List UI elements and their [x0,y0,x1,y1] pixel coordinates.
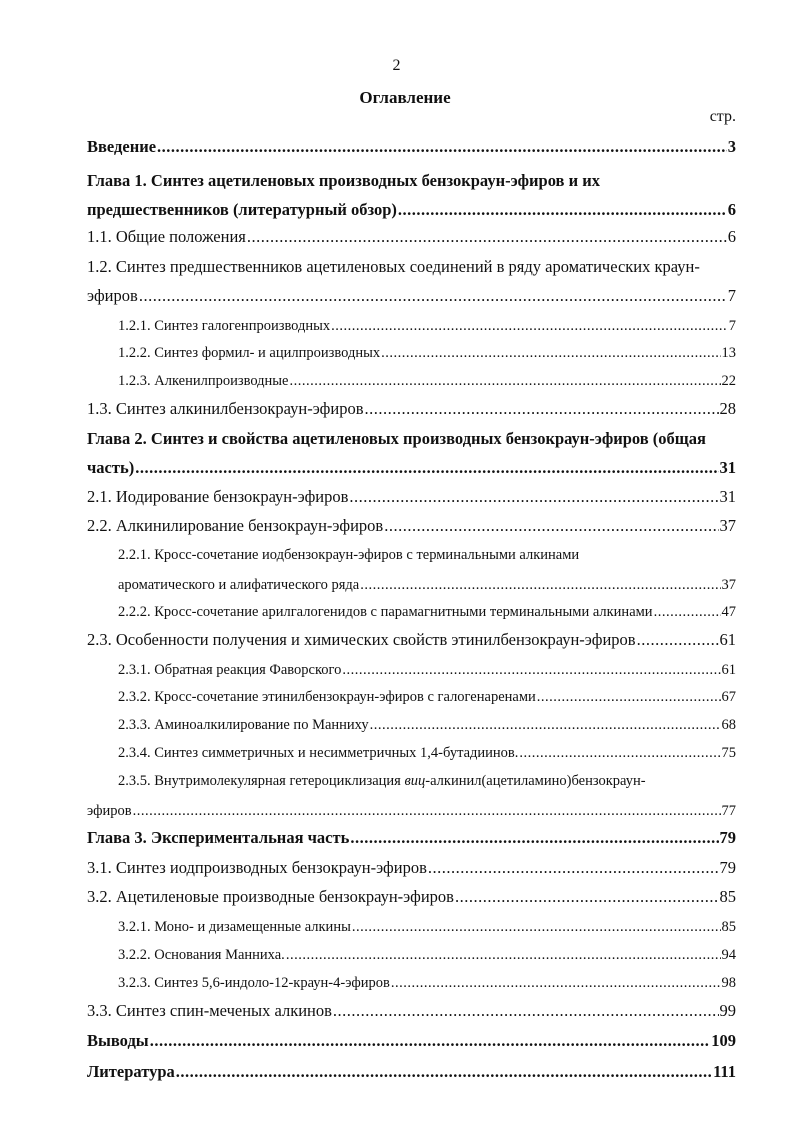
toc-entry-text: 1.3. Синтез алкинилбензокраун-эфиров [87,399,364,418]
toc-entry-intro [87,137,736,157]
toc-entry-page: 61 [719,630,736,649]
toc-entry-page: 94 [721,947,736,963]
toc-entry-2-3-3 [87,715,736,735]
toc-entry-3-1 [87,858,736,878]
toc-entry-text: 2.3.3. Аминоалкилирование по Манниху [118,717,369,733]
toc-entry-text: ароматического и алифатического ряда [118,577,360,593]
toc-entry-chapter-3 [87,828,736,848]
toc-entry-page: 68 [721,717,736,733]
toc-entry-page: 85 [721,919,736,935]
toc-entry-text: 2.3.2. Кросс-сочетание этинилбензокраун-эфиров с галогенаренами [118,689,536,705]
toc-entry-3-2 [87,887,736,907]
toc-entry-3-2-3 [87,973,736,993]
toc-entry-page: 109 [711,1031,736,1050]
toc-entry-text: 3.2. Ацетиленовые производные бензокраун-эфиров [87,887,454,906]
toc-entry-page: 67 [721,689,736,705]
toc-entry-2-3-5 [87,771,736,821]
page-number: 2 [392,57,401,74]
toc-entry-text: 2.2. Алкинилирование бензокраун-эфиров [87,516,384,535]
toc-entry-page: 37 [719,516,736,535]
toc-entry-2-2-2 [87,602,736,622]
toc-entry-page: 6 [727,200,736,219]
toc-entry-page: 99 [719,1001,736,1020]
toc-entry-2-3 [87,630,736,650]
toc-entry-text-line1: 2.3.5. Внутримолекулярная гетероциклизация виц-алкинил(ацетиламино)бензокраун- [118,773,646,789]
toc-entry-text: 2.1. Иодирование бензокраун-эфиров [87,487,349,506]
toc-entry-2-2-1 [87,545,736,595]
toc-entry-1-2-1 [87,316,736,336]
toc-entry-page: 31 [719,458,736,477]
toc-entry-2-3-2 [87,687,736,707]
toc-entry-text: 3.2.1. Моно- и дизамещенные алкины [118,919,351,935]
page-column-label: стр. [709,108,736,125]
toc-entry-text: часть) [87,458,135,477]
toc-entry-text: 3.3. Синтез спин-меченых алкинов [87,1001,332,1020]
toc-entry-chapter-1 [87,171,736,220]
toc-entry-page: 6 [727,227,736,246]
toc-entry-page: 7 [727,286,736,305]
toc-entry-page: 3 [727,137,736,156]
toc-entry-text: 1.2.1. Синтез галогенпроизводных [118,318,331,334]
toc-entry-text: 3.2.2. Основания Манниха. [118,947,285,963]
toc-entry-1-3 [87,399,736,419]
toc-entry-page: 85 [719,887,736,906]
toc-entry-text: эфиров [87,803,132,819]
toc-entry-page: 98 [721,975,736,991]
toc-entry-literature [87,1062,736,1082]
toc-entry-2-3-1 [87,660,736,680]
toc-entry-page: 37 [721,577,736,593]
toc-entry-page: 28 [719,399,736,418]
toc-entry-page: 61 [721,662,736,678]
toc-entry-text-line1: 1.2. Синтез предшественников ацетиленовых соединений в ряду ароматических краун- [87,257,700,276]
toc-entry-page: 47 [721,604,736,620]
toc-entry-text: эфиров [87,286,138,305]
toc-entry-text: Введение [87,137,157,156]
toc-entry-2-1 [87,487,736,507]
toc-entry-1-1 [87,227,736,247]
toc-entry-page: 13 [721,345,736,361]
toc-entry-page: 75 [721,745,736,761]
toc-entry-page: 7 [728,318,736,334]
toc-entry-1-2 [87,257,736,306]
toc-entry-text-line1: Глава 1. Синтез ацетиленовых производных бензокраун-эфиров и их [87,171,600,190]
toc-entry-3-2-1 [87,917,736,937]
toc-entry-3-2-2 [87,945,736,965]
toc-entry-text: 3.2.3. Синтез 5,6-индоло-12-краун-4-эфиров [118,975,390,991]
toc-entry-text: 2.3.4. Синтез симметричных и несимметричных 1,4-бутадиинов. [118,745,519,761]
toc-entry-3-3 [87,1001,736,1021]
toc-entry-1-2-3 [87,371,736,391]
toc-entry-text: предшественников (литературный обзор) [87,200,397,219]
toc-entry-chapter-2 [87,429,736,478]
toc-entry-conclusions [87,1031,736,1051]
toc-entry-2-3-4 [87,743,736,763]
toc-entry-text: Литература [87,1062,175,1081]
toc-entry-text: Выводы [87,1031,149,1050]
toc-entry-page: 31 [719,487,736,506]
page-title: Оглавление [359,88,451,107]
toc-entry-page: 111 [713,1062,736,1081]
toc-entry-text: 2.3. Особенности получения и химических свойств этинилбензокраун-эфиров [87,630,636,649]
toc-entry-page: 79 [719,858,736,877]
toc-entry-1-2-2 [87,343,736,363]
toc-entry-page: 79 [719,828,736,847]
toc-entry-text-line1: Глава 2. Синтез и свойства ацетиленовых производных бензокраун-эфиров (общая [87,429,706,448]
toc-entry-page: 22 [721,373,736,389]
toc-entry-text: 2.2.2. Кросс-сочетание арилгалогенидов с парамагнитными терминальными алкинами [118,604,653,620]
toc-entry-text-line1: 2.2.1. Кросс-сочетание иодбензокраун-эфиров с терминальными алкинами [118,547,580,563]
toc-entry-text: 1.2.3. Алкенилпроизводные [118,373,289,389]
toc-entry-text: 3.1. Синтез иодпроизводных бензокраун-эфиров [87,858,427,877]
toc-entry-page: 77 [721,803,736,819]
toc-entry-2-2 [87,516,736,536]
toc-entry-text: 1.2.2. Синтез формил- и ацилпроизводных [118,345,381,361]
toc-entry-text: Глава 3. Экспериментальная часть [87,828,350,847]
toc-entry-text: 2.3.1. Обратная реакция Фаворского [118,662,342,678]
toc-entry-text: 1.1. Общие положения [87,227,246,246]
